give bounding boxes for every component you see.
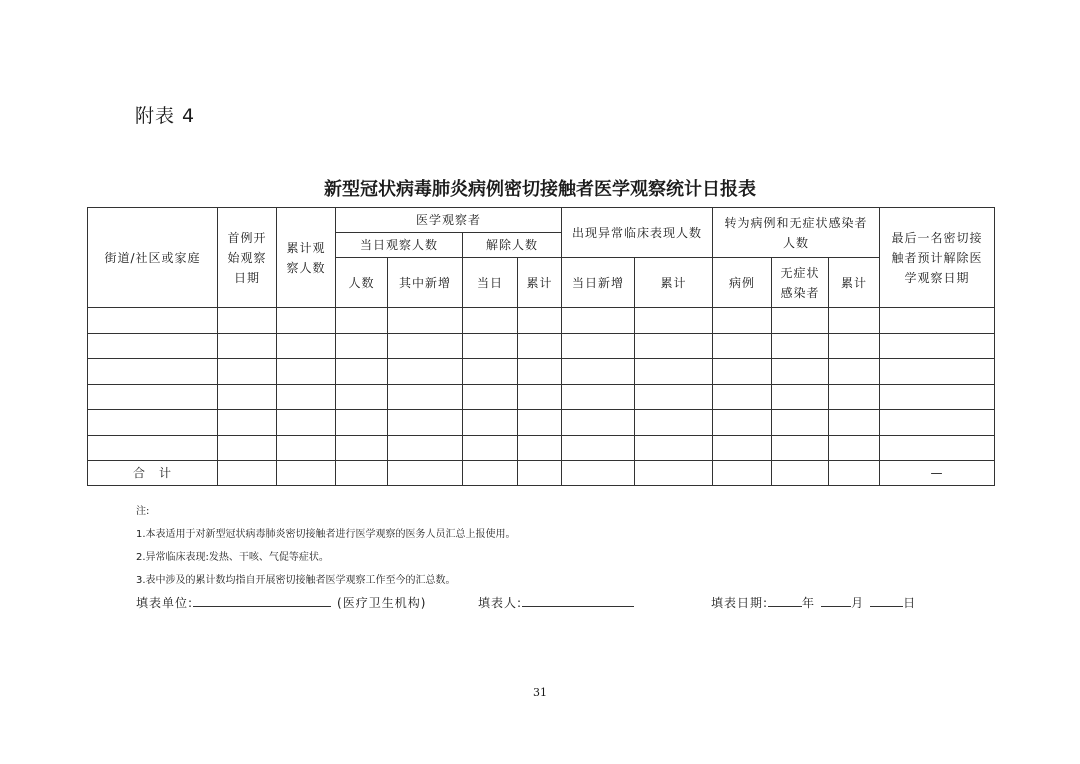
table-row (88, 333, 995, 359)
header-last-contact (880, 208, 995, 308)
fill-year-field[interactable] (768, 593, 802, 607)
header-first-date-line3: 日期 (233, 270, 260, 285)
fill-year-label: 年 (802, 596, 816, 610)
header-last-contact-line3: 学观察日期 (904, 270, 970, 285)
header-asymptomatic-line2: 感染者 (780, 285, 820, 300)
fill-month-label: 月 (851, 596, 865, 610)
fill-person-label: 填表人: (478, 596, 523, 610)
fill-unit-hint: (医疗卫生机构) (337, 596, 427, 610)
fill-unit-field[interactable] (193, 593, 331, 607)
note-item-2: 2.异常临床表现:发热、干咳、气促等症状。 (136, 552, 329, 563)
header-case: 病例 (713, 258, 772, 308)
report-title: 新型冠状病毒肺炎病例密切接触者医学观察统计日报表 (324, 179, 756, 200)
fill-person (478, 593, 634, 611)
table-row (88, 410, 995, 436)
header-converted-line1: 转为病例和无症状感染者 (724, 215, 868, 230)
header-first-date (218, 208, 277, 308)
header-cumulative-line2: 察人数 (286, 260, 326, 275)
header-count: 人数 (336, 258, 388, 308)
notes-label: 注: (136, 506, 150, 517)
header-first-date-line1: 首例开 (227, 230, 267, 245)
header-released: 解除人数 (463, 233, 562, 258)
fill-date (711, 593, 916, 611)
header-last-contact-line2: 触者预计解除医 (891, 250, 983, 265)
table-row (88, 435, 995, 461)
fill-person-field[interactable] (522, 593, 634, 607)
header-street: 街道/社区或家庭 (88, 208, 218, 308)
header-total-converted: 累计 (829, 258, 880, 308)
report-table (87, 207, 995, 486)
header-daily-observed: 当日观察人数 (336, 233, 463, 258)
header-cumulative (277, 208, 336, 308)
fill-unit (136, 593, 426, 611)
fill-month-field[interactable] (821, 593, 851, 607)
header-cumulative-line1: 累计观 (286, 240, 326, 255)
table-row (88, 308, 995, 334)
page-number: 31 (533, 686, 547, 699)
table-row (88, 359, 995, 385)
table-row (88, 384, 995, 410)
fill-date-label: 填表日期: (711, 596, 769, 610)
header-converted (713, 208, 880, 258)
header-total-abnormal: 累计 (635, 258, 713, 308)
fill-day-label: 日 (903, 596, 917, 610)
header-medical-observation: 医学观察者 (336, 208, 562, 233)
fill-unit-label: 填表单位: (136, 596, 194, 610)
total-row (88, 461, 995, 486)
header-today: 当日 (463, 258, 518, 308)
header-abnormal: 出现异常临床表现人数 (562, 208, 713, 258)
appendix-label: 附表 4 (135, 105, 196, 127)
header-new-today: 其中新增 (388, 258, 463, 308)
header-total-released: 累计 (518, 258, 562, 308)
total-last-contact: — (880, 461, 995, 486)
header-new-day: 当日新增 (562, 258, 635, 308)
header-first-date-line2: 始观察 (227, 250, 267, 265)
header-asymptomatic (772, 258, 829, 308)
notes (136, 500, 516, 592)
header-asymptomatic-line1: 无症状 (780, 265, 820, 280)
note-item-1: 1.本表适用于对新型冠状病毒肺炎密切接触者进行医学观察的医务人员汇总上报使用。 (136, 529, 516, 540)
total-label: 合 计 (88, 461, 218, 486)
header-converted-line2: 人数 (783, 235, 810, 250)
note-item-3: 3.表中涉及的累计数均指自开展密切接触者医学观察工作至今的汇总数。 (136, 575, 456, 586)
fill-day-field[interactable] (870, 593, 903, 607)
header-last-contact-line1: 最后一名密切接 (891, 230, 983, 245)
